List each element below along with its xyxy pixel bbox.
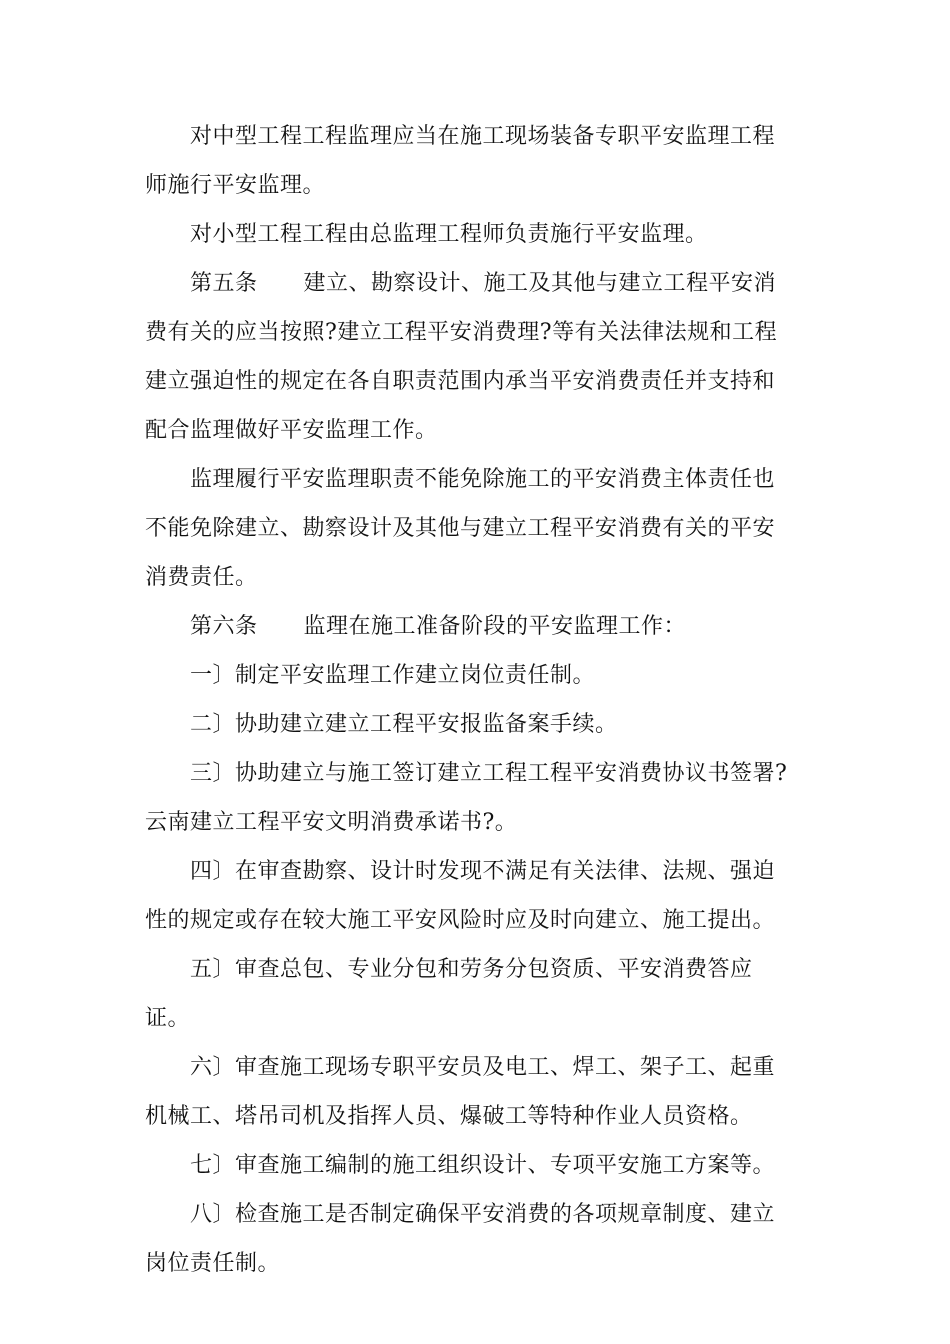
- paragraph-4: [145, 455, 795, 602]
- list-item-4: [145, 847, 795, 945]
- list-item-text: 一〕制定平安监理工作建立岗位责任制。: [190, 663, 596, 688]
- list-item-text: 七〕审查施工编制的施工组织设计、专项平安施工方案等。: [190, 1153, 776, 1178]
- list-item-1: [145, 651, 795, 700]
- paragraph-text: 对中型工程工程监理应当在施工现场装备专职平安监理工程师施行平安监理。: [145, 124, 776, 198]
- article-label: 第五条: [190, 271, 258, 296]
- list-item-text: 八〕检查施工是否制定确保平安消费的各项规章制度、建立岗位责任制。: [145, 1202, 776, 1276]
- list-item-text: 六〕审查施工现场专职平安员及电工、焊工、架子工、起重机械工、塔吊司机及指挥人员、爆破工等特种作业人员资格。: [145, 1055, 776, 1129]
- list-item-2: [145, 700, 795, 749]
- list-item-text: 五〕审查总包、专业分包和劳务分包资质、平安消费答应证。: [145, 957, 753, 1031]
- list-item-text: 四〕在审查勘察、设计时发现不满足有关法律、法规、强迫性的规定或存在较大施工平安风险时应及时向建立、施工提出。: [145, 859, 776, 933]
- list-item-8: [145, 1190, 795, 1288]
- document-body: [145, 112, 795, 1288]
- paragraph-1: [145, 112, 795, 210]
- list-item-text: 三〕协助建立与施工签订建立工程工程平安消费协议书签署?云南建立工程平安文明消费承诺书?。: [145, 761, 788, 835]
- list-item-7: [145, 1141, 795, 1190]
- paragraph-text: 建立、勘察设计、施工及其他与建立工程平安消费有关的应当按照?建立工程平安消费理?等有关法律法规和工程建立强迫性的规定在各自职责范围内承当平安消费责任并支持和配合监理做好平安监理工作。: [145, 271, 778, 443]
- list-item-5: [145, 945, 795, 1043]
- list-item-3: [145, 749, 795, 847]
- paragraph-2: [145, 210, 795, 259]
- article-5-paragraph: [145, 259, 795, 455]
- article-label: 第六条: [190, 614, 258, 639]
- list-item-6: [145, 1043, 795, 1141]
- paragraph-text: 监理在施工准备阶段的平安监理工作：: [303, 614, 687, 639]
- paragraph-text: 监理履行平安监理职责不能免除施工的平安消费主体责任也不能免除建立、勘察设计及其他与建立工程平安消费有关的平安消费责任。: [145, 467, 776, 590]
- list-item-text: 二〕协助建立建立工程平安报监备案手续。: [190, 712, 618, 737]
- paragraph-text: 对小型工程工程由总监理工程师负责施行平安监理。: [190, 222, 708, 247]
- article-6-paragraph: [145, 602, 795, 651]
